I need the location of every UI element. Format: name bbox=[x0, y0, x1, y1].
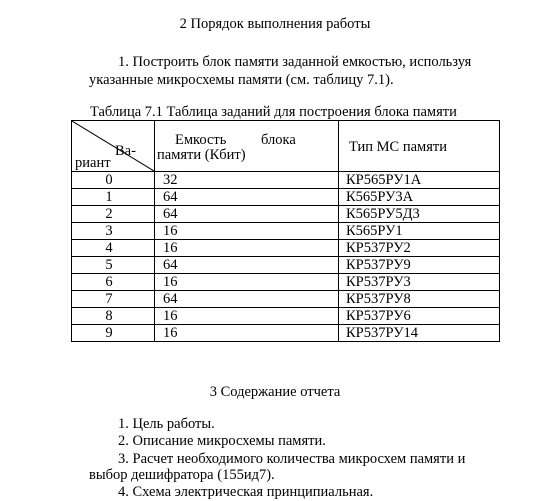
cell-variant: 0 bbox=[72, 172, 155, 189]
cell-ms-type: КР565РУ1А bbox=[339, 172, 500, 189]
cell-variant: 2 bbox=[72, 206, 155, 223]
report-item: 1. Цель работы. bbox=[118, 416, 215, 432]
header-capacity-line2: памяти (Кбит) bbox=[157, 147, 246, 163]
cell-capacity: 64 bbox=[155, 257, 339, 274]
cell-ms-type: КР537РУ3 bbox=[339, 274, 500, 291]
cell-variant: 8 bbox=[72, 308, 155, 325]
header-variant-part1: Ва- bbox=[115, 143, 136, 159]
cell-ms-type: К565РУ1 bbox=[339, 223, 500, 240]
header-variant-cell bbox=[72, 121, 155, 172]
header-ms-type: Тип МС памяти bbox=[349, 139, 447, 155]
cell-capacity: 16 bbox=[155, 223, 339, 240]
cell-capacity: 16 bbox=[155, 274, 339, 291]
cell-ms-type: К565РУ5Д3 bbox=[339, 206, 500, 223]
report-item: 4. Схема электрическая принципиальная. bbox=[118, 484, 374, 500]
cell-variant: 7 bbox=[72, 291, 155, 308]
table-row bbox=[72, 325, 500, 342]
table-row bbox=[72, 274, 500, 291]
table-row bbox=[72, 257, 500, 274]
cell-capacity: 64 bbox=[155, 189, 339, 206]
cell-capacity: 64 bbox=[155, 206, 339, 223]
cell-ms-type: К565РУ3А bbox=[339, 189, 500, 206]
cell-ms-type: КР537РУ6 bbox=[339, 308, 500, 325]
cell-capacity: 16 bbox=[155, 240, 339, 257]
cell-variant: 5 bbox=[72, 257, 155, 274]
cell-ms-type: КР537РУ2 bbox=[339, 240, 500, 257]
cell-variant: 9 bbox=[72, 325, 155, 342]
header-capacity-word1: Емкость bbox=[175, 132, 227, 148]
cell-variant: 1 bbox=[72, 189, 155, 206]
cell-ms-type: КР537РУ8 bbox=[339, 291, 500, 308]
header-variant-part2: риант bbox=[75, 155, 111, 171]
table-row bbox=[72, 189, 500, 206]
table-row bbox=[72, 223, 500, 240]
cell-capacity: 32 bbox=[155, 172, 339, 189]
table-row bbox=[72, 206, 500, 223]
cell-ms-type: КР537РУ14 bbox=[339, 325, 500, 342]
cell-variant: 3 bbox=[72, 223, 155, 240]
table-row bbox=[72, 172, 500, 189]
table-row bbox=[72, 291, 500, 308]
cell-ms-type: КР537РУ9 bbox=[339, 257, 500, 274]
header-capacity-word2: блока bbox=[261, 132, 296, 148]
tasks-table bbox=[71, 120, 500, 342]
cell-capacity: 16 bbox=[155, 308, 339, 325]
task-text-line-1: 1. Построить блок памяти заданной емкостью, используя bbox=[118, 54, 472, 70]
report-item-continuation: выбор дешифратора (155ид7). bbox=[89, 467, 275, 483]
table-row bbox=[72, 240, 500, 257]
report-item: 3. Расчет необходимого количества микросхем памяти и bbox=[118, 451, 466, 467]
cell-capacity: 64 bbox=[155, 291, 339, 308]
cell-variant: 6 bbox=[72, 274, 155, 291]
table-row bbox=[72, 308, 500, 325]
report-item: 2. Описание микросхемы памяти. bbox=[118, 433, 326, 449]
section-2-heading: 2 Порядок выполнения работы bbox=[179, 16, 371, 32]
header-ms-type-cell bbox=[339, 121, 500, 172]
table-caption: Таблица 7.1 Таблица заданий для построения блока памяти bbox=[90, 104, 457, 120]
cell-variant: 4 bbox=[72, 240, 155, 257]
section-3-heading: 3 Содержание отчета bbox=[209, 384, 341, 400]
header-capacity-cell bbox=[155, 121, 339, 172]
table-header-row bbox=[72, 121, 500, 172]
task-text-line-2: указанные микросхемы памяти (см. таблицу 7.1). bbox=[89, 72, 394, 88]
cell-capacity: 16 bbox=[155, 325, 339, 342]
